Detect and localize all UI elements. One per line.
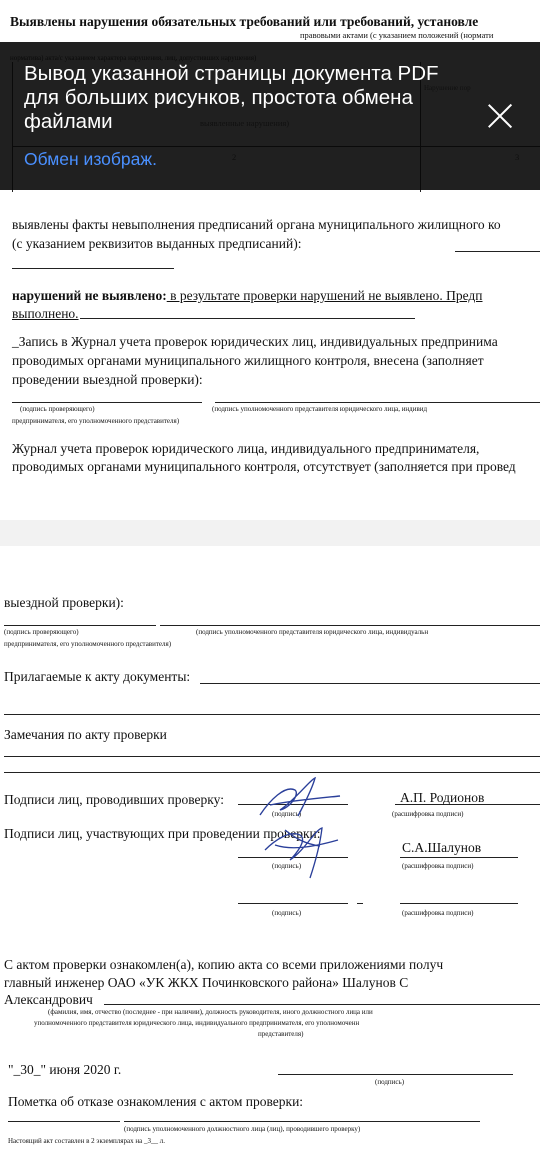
- violations-subline: правовыми актами (с указанием положений (нормати: [300, 30, 494, 40]
- p2-sig-right: (подпись уполномоченного представителя юридического лица, индивидуальн: [196, 628, 429, 636]
- p1-sig-left: (подпись проверяющего): [20, 405, 95, 413]
- p3-line2: проводимых органами муниципального жилищного контроля, внесена (заполняет: [12, 353, 484, 368]
- p2-top: выездной проверки):: [4, 595, 124, 610]
- p4-line2: проводимых органами муниципального контроля, отсутствует (заполняется при провед: [12, 459, 516, 474]
- p1-line2: (с указанием реквизитов выданных предписаний):: [12, 236, 302, 251]
- inspector-name: А.П. Родионов: [400, 790, 485, 805]
- sig2-caption: (подпись): [272, 862, 302, 870]
- ack-line2: главный инженер ОАО «УК ЖКХ Починковского района» Шалунов С: [4, 975, 409, 990]
- ack-caption-1: (фамилия, имя, отчество (последнее - при наличии), должность руководителя, иного должностного лица или: [48, 1008, 373, 1016]
- p2-sig-right-2: предпринимателя, его уполномоченного представителя): [4, 640, 172, 648]
- p3-line1: _Запись в Журнал учета проверок юридических лиц, индивидуальных предпринима: [12, 334, 498, 349]
- p1-line1: выявлены факты невыполнения предписаний органа муниципального жилищного ко: [12, 217, 501, 232]
- act-date: "_30_" июня 2020 г.: [8, 1062, 122, 1077]
- p1-sig-right: (подпись уполномоченного представителя юридического лица, индивид: [212, 405, 428, 413]
- participant-name: С.А.Шалунов: [402, 840, 482, 855]
- sig1-caption: (подпись): [272, 810, 302, 818]
- remarks-label: Замечания по акту проверки: [4, 727, 167, 742]
- p3-line3: проведении выездной проверки):: [12, 372, 203, 387]
- copies-note: Настоящий акт составлен в 2 экземплярах на _3__ л.: [8, 1137, 165, 1145]
- sig2-decoding: (расшифровка подписи): [402, 862, 474, 870]
- share-image-link[interactable]: Обмен изображ.: [24, 149, 157, 169]
- sig3-decoding: (расшифровка подписи): [402, 909, 474, 917]
- signers-participating-label: Подписи лиц, участвующих при проведении проверки:: [4, 826, 321, 841]
- ack-caption-2: уполномоченного представителя юридического лица, индивидуального предпринимателя, его уполномоченн: [34, 1019, 360, 1027]
- refusal-caption: (подпись уполномоченного должностного лица (лиц), проводившего проверку): [124, 1125, 361, 1133]
- date-sig-caption: (подпись): [375, 1078, 405, 1086]
- no-violations-label: нарушений не выявлено:: [12, 288, 167, 303]
- page-separator: [0, 520, 540, 546]
- banner-title: Вывод указанной страницы документа PDF для больших рисунков, простота обмена файлами: [24, 62, 439, 133]
- p2-sig-left: (подпись проверяющего): [4, 628, 79, 636]
- violations-heading: Выявлены нарушения обязательных требований или требований, установле: [10, 14, 479, 29]
- tip-banner: [0, 42, 540, 190]
- sig1-decoding: (расшифровка подписи): [392, 810, 464, 818]
- ack-caption-3: представителя): [258, 1030, 304, 1038]
- ack-line1: С актом проверки ознакомлен(а), копию акта со всеми приложениями получ: [4, 957, 444, 972]
- p1-sig-right-2: предпринимателя, его уполномоченного представителя): [12, 417, 180, 425]
- attached-docs-label: Прилагаемые к акту документы:: [4, 669, 191, 684]
- signers-conducted-label: Подписи лиц, проводивших проверку:: [4, 792, 224, 807]
- ack-line3: Александрович: [4, 992, 93, 1007]
- no-violations-text: в результате проверки нарушений не выявлено. Предп: [166, 288, 483, 303]
- signature-scribble-2: [250, 800, 360, 885]
- p4-line1: Журнал учета проверок юридического лица, индивидуального предпринимателя,: [12, 441, 480, 456]
- refusal-label: Пометка об отказе ознакомления с актом проверки:: [8, 1094, 304, 1109]
- p2-line2: выполнено.: [12, 306, 79, 321]
- sig3-caption: (подпись): [272, 909, 302, 917]
- close-icon[interactable]: [486, 102, 514, 130]
